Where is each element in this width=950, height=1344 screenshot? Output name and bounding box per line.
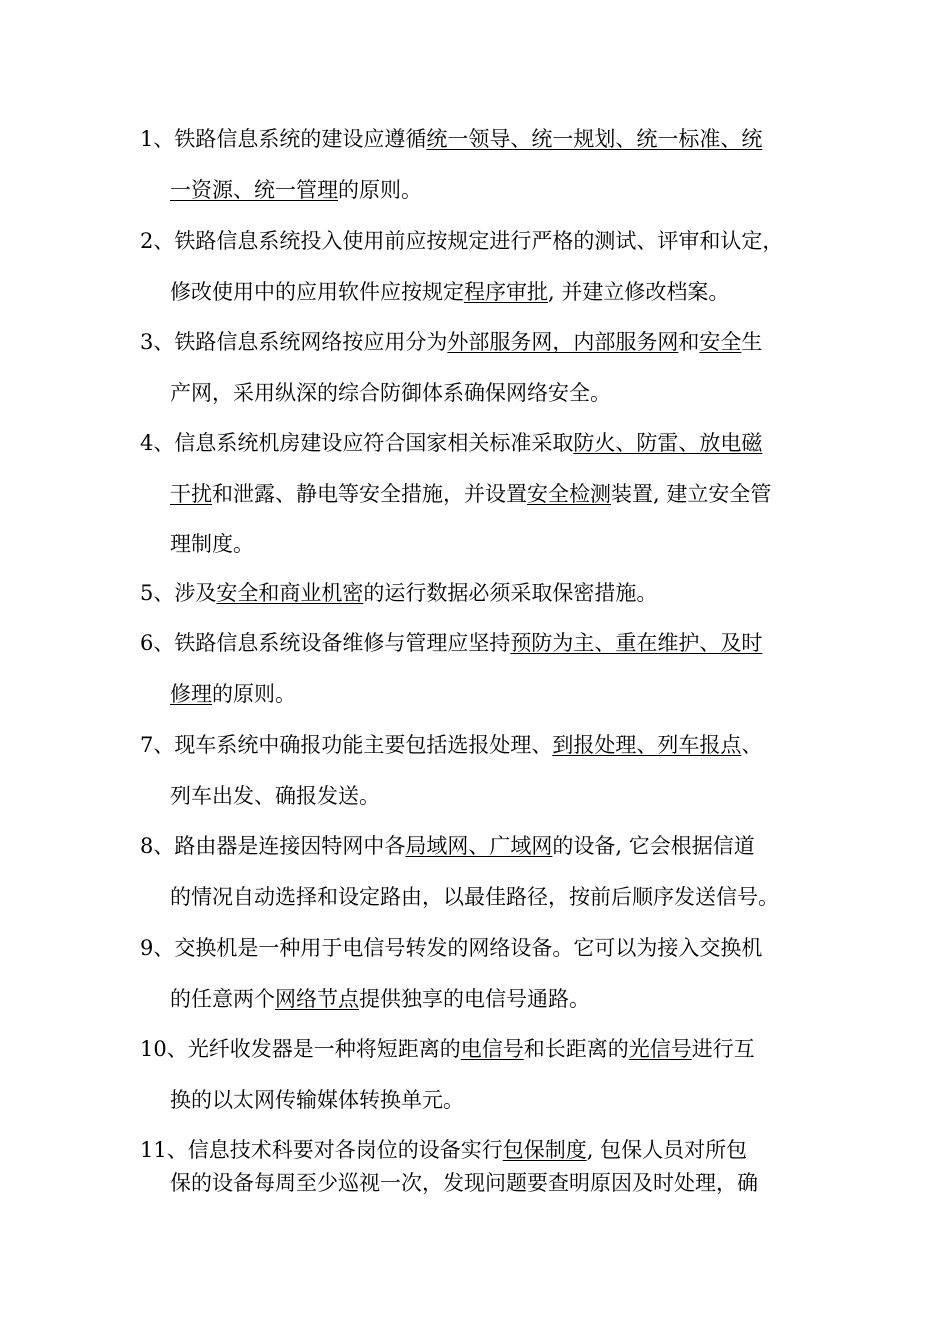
text-run: 5、涉及 xyxy=(140,581,217,605)
text-run: 和长距离的 xyxy=(523,1037,629,1061)
text-run: 的情况自动选择和设定路由，以最佳路径，按前后顺序发送信号。 xyxy=(170,885,779,909)
underlined-term: 包保制度 xyxy=(502,1138,587,1162)
item-line xyxy=(140,630,762,656)
item-line xyxy=(140,935,762,961)
text-run: 修改使用中的应用软件应按规定 xyxy=(170,280,464,304)
item-line xyxy=(170,1087,464,1113)
text-run: 的设备, 它会根据信道 xyxy=(552,834,755,858)
item-line xyxy=(170,531,254,557)
item-line xyxy=(140,580,657,606)
underlined-term: 安全和商业机密 xyxy=(216,581,364,605)
text-run: 的运行数据必须采取保密措施。 xyxy=(363,581,658,605)
text-run: , 包保人员对所包 xyxy=(586,1138,748,1162)
text-run: 4、信息系统机房建设应符合国家相关标准采取 xyxy=(140,431,574,455)
item-line xyxy=(170,279,729,305)
text-run: 理制度。 xyxy=(170,532,254,556)
item-line xyxy=(140,228,783,254)
text-run: 和泄露、静电等安全措施，并设置 xyxy=(212,482,527,506)
underlined-term: 防火、防雷、放电磁 xyxy=(573,431,763,455)
text-run: 装置, 建立安全管 xyxy=(611,482,772,506)
text-run: 7、现车系统中确报功能主要包括选报处理、 xyxy=(140,733,553,757)
underlined-term: 安全检测 xyxy=(527,482,611,506)
text-run: 8、路由器是连接因特网中各 xyxy=(140,834,406,858)
item-line xyxy=(170,884,779,910)
text-run: 1、铁路信息系统的建设应遵循 xyxy=(140,127,427,151)
item-line xyxy=(170,681,296,707)
text-run: 2、铁路信息系统投入使用前应按规定进行严格的测试、评审和认定， xyxy=(140,229,784,253)
underlined-term: 局域网、广域网 xyxy=(405,834,553,858)
text-run: 产网，采用纵深的综合防御体系确保网络安全。 xyxy=(170,381,611,405)
text-run: 9、交换机是一种用于电信号转发的网络设备。它可以为接入交换机 xyxy=(140,936,763,960)
underlined-term: 网络节点 xyxy=(275,987,359,1011)
underlined-term: 一资源、统一管理 xyxy=(170,178,338,202)
item-line xyxy=(170,783,380,809)
underlined-term: 到报处理、列车报点 xyxy=(552,733,742,757)
item-line xyxy=(140,1137,747,1163)
underlined-term: 外部服务网，内部服务网 xyxy=(447,330,679,354)
text-run: , 并建立修改档案。 xyxy=(548,280,730,304)
text-run: 列车出发、确报发送。 xyxy=(170,784,380,808)
underlined-term: 安全 xyxy=(699,330,742,354)
text-run: 11、信息技术科要对各岗位的设备实行 xyxy=(140,1138,503,1162)
underlined-term: 预防为主、重在维护、及时 xyxy=(510,631,763,655)
underlined-term: 程序审批 xyxy=(464,280,548,304)
item-line xyxy=(170,481,771,507)
text-run: 换的以太网传输媒体转换单元。 xyxy=(170,1088,464,1112)
underlined-term: 统一领导、统一规划、统一标准、统 xyxy=(426,127,763,151)
text-run: 生 xyxy=(741,330,763,354)
item-line xyxy=(140,1036,755,1062)
text-run: 进行互 xyxy=(691,1037,755,1061)
item-line xyxy=(140,732,762,758)
text-run: 的原则。 xyxy=(338,178,422,202)
item-line xyxy=(170,986,590,1012)
item-line xyxy=(140,126,762,152)
text-run: 的任意两个 xyxy=(170,987,275,1011)
item-line xyxy=(140,833,755,859)
text-run: 3、铁路信息系统网络按应用分为 xyxy=(140,330,448,354)
text-run: 的原则。 xyxy=(212,682,296,706)
text-run: 6、铁路信息系统设备维修与管理应坚持 xyxy=(140,631,511,655)
text-run: 10、光纤收发器是一种将短距离的 xyxy=(140,1037,461,1061)
item-line xyxy=(170,380,611,406)
text-run: 、 xyxy=(741,733,763,757)
text-run: 提供独享的电信号通路。 xyxy=(359,987,590,1011)
underlined-term: 光信号 xyxy=(628,1037,692,1061)
item-line xyxy=(140,329,762,355)
item-line xyxy=(170,177,422,203)
item-line xyxy=(140,430,762,456)
underlined-term: 干扰 xyxy=(170,482,212,506)
text-run: 和 xyxy=(678,330,700,354)
underlined-term: 电信号 xyxy=(460,1037,524,1061)
text-run: 保的设备每周至少巡视一次，发现问题要查明原因及时处理，确 xyxy=(170,1171,758,1195)
underlined-term: 修理 xyxy=(170,682,212,706)
item-line xyxy=(170,1170,758,1196)
